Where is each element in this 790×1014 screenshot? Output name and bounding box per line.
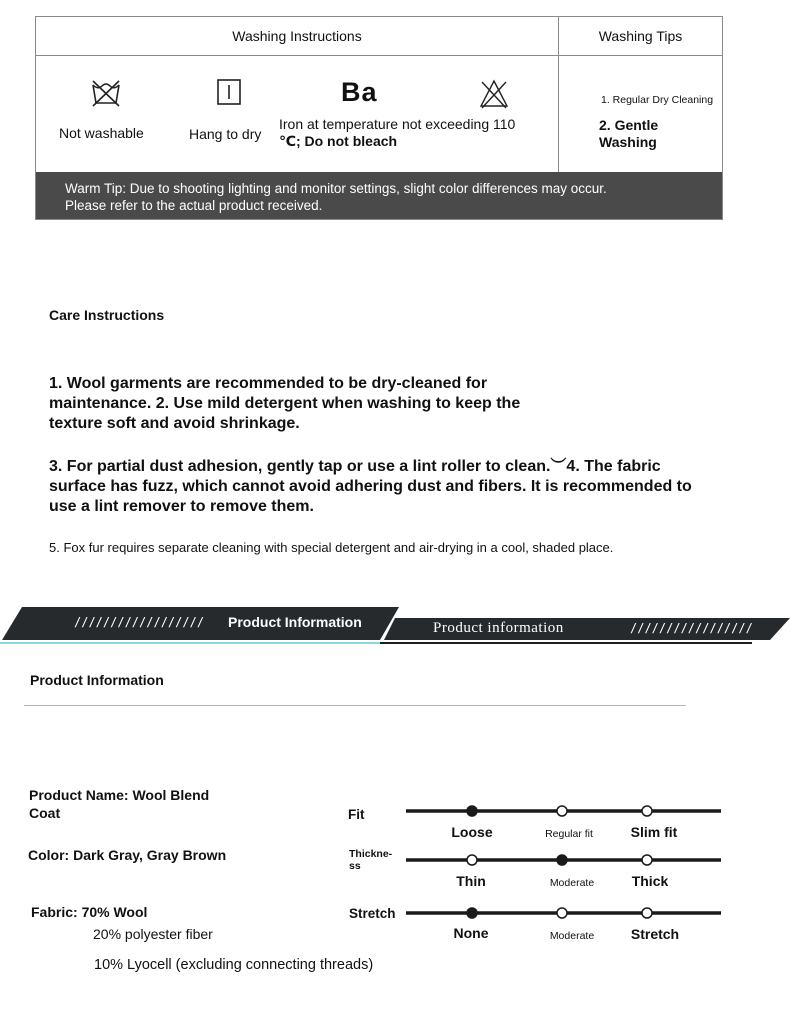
care-paragraph-3: 5. Fox fur requires separate cleaning with special detergent and air-drying in a cool, shaded place. [49, 540, 614, 555]
care-paragraph-1: 1. Wool garments are recommended to be dry-cleaned for maintenance. 2. Use mild detergent when washing to keep the texture soft and avoid shrinkage. [49, 375, 521, 432]
scale-dot-selected [467, 908, 477, 918]
scale-option-none: None [453, 925, 489, 941]
scale-option-thin: Thin [456, 873, 486, 889]
not-washable-label: Not washable [59, 125, 144, 141]
scale-option-moderate-stretch: Moderate [549, 930, 595, 942]
banner-right-label: Product information [433, 620, 564, 636]
no-bleach-icon: Ba [341, 77, 378, 107]
product-information-title: Product Information [30, 672, 164, 688]
product-name: Product Name: Wool Blend Coat [29, 787, 210, 821]
product-color: Color: Dark Gray, Gray Brown [28, 847, 227, 863]
banner-left-label: Product Information [228, 614, 362, 630]
scale-option-moderate: Moderate [549, 877, 595, 889]
scale-dot-selected [557, 855, 567, 865]
product-fabric-lyocell: 10% Lyocell (excluding connecting threads) [94, 957, 374, 973]
scale-dot [557, 806, 567, 816]
washing-instructions-header: Washing Instructions [36, 17, 559, 56]
scale-option-loose: Loose [451, 824, 493, 840]
scale-dot [642, 908, 652, 918]
scale-option-thick: Thick [631, 873, 669, 889]
care-instructions-title: Care Instructions [49, 307, 165, 323]
scale-label-fit: Fit [348, 807, 365, 822]
scale-dot [557, 908, 567, 918]
scale-dot [642, 806, 652, 816]
scale-dot [642, 855, 652, 865]
washing-tips-header: Washing Tips [559, 17, 722, 56]
scale-option-stretch: Stretch [630, 926, 680, 942]
scale-dot-selected [467, 806, 477, 816]
banner-left-stripes: ////////////////// [74, 615, 205, 629]
scale-option-slim-fit: Slim fit [630, 824, 678, 840]
hang-dry-label: Hang to dry [189, 126, 262, 142]
tip-dry-cleaning: 1. Regular Dry Cleaning [601, 94, 714, 106]
tip-gentle-washing: 2. Gentle Washing [599, 117, 659, 150]
product-fabric-polyester: 20% polyester fiber [93, 926, 213, 942]
scale-dot [467, 855, 477, 865]
banner-right-stripes: ///////////////// [630, 621, 753, 635]
scale-label-thickness: Thickne- ss [349, 848, 393, 872]
iron-instructions: Iron at temperature not exceeding 110 ℃; Do not bleach [279, 116, 516, 149]
warm-tip-bar: Warm Tip: Due to shooting lighting and monitor settings, slight color differences may occur. Please refer to the actual product received. [36, 172, 722, 219]
scale-option-regular-fit: Regular fit [545, 828, 593, 840]
care-paragraph-2: 3. For partial dust adhesion, gently tap or use a lint roller to clean.︶4. The fabric surface has fuzz, which cannot avoid adhering dust and fibers. It is recommended to use a lint remover to remove them. [49, 458, 692, 515]
scale-label-stretch: Stretch [349, 906, 396, 921]
product-fabric: Fabric: 70% Wool [31, 904, 148, 920]
